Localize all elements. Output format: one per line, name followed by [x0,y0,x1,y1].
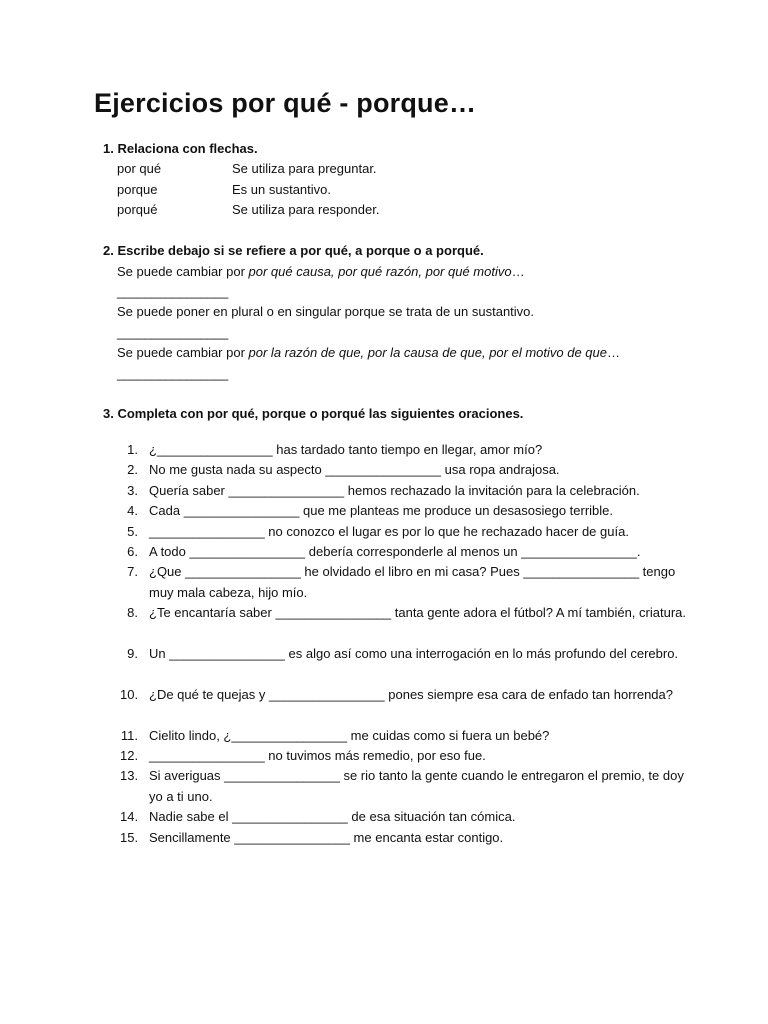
page-title: Ejercicios por qué - porque… [94,88,477,118]
list-item [0,807,768,827]
list-item [0,746,768,766]
clue-line-2: Se puede poner en plural o en singular porque se trata de un sustantivo. [117,304,535,319]
item-sentence: Nadie sabe el ________________ de esa situación tan cómica. [149,809,516,825]
item-number: 13. [120,768,139,784]
item-sentence: Sencillamente ________________ me encanta estar contigo. [149,829,504,845]
item-sentence: Si averiguas ________________ se rio tanto la gente cuando le entregaron el premio, te doy yo a ti uno. [149,768,684,804]
list-item [0,460,768,480]
item-sentence: ¿Te encantaría saber ________________ tanta gente adora el fútbol? A mí también, criatura. [149,605,686,621]
match-definition: Se utiliza para responder. [232,202,380,217]
answer-blank-3[interactable]: ________________ [117,366,228,381]
item-number: 12. [120,747,139,763]
list-item [0,481,768,501]
item-number: 9. [127,645,138,661]
match-definition: Se utiliza para preguntar. [232,161,377,176]
match-term: porqué [117,202,158,217]
item-sentence: ¿________________ has tardado tanto tiempo en llegar, amor mío? [149,442,543,457]
item-number: 10. [120,686,139,702]
list-item [0,440,768,460]
list-item [0,603,768,644]
match-term: por qué [117,161,162,176]
list-item [0,828,768,848]
sentence-list [0,440,768,848]
item-number: 3. [127,482,138,498]
clue-ellipsis: … [511,264,525,279]
clue-text: Se puede cambiar por [117,264,249,279]
match-definition: Es un sustantivo. [232,182,331,197]
clue-line-3 [117,345,620,360]
list-item [0,766,768,807]
item-sentence: Quería saber ________________ hemos rechazado la invitación para la celebración. [149,482,640,498]
item-number: 6. [127,543,138,559]
list-item [0,644,768,685]
answer-blank-2[interactable]: ________________ [117,325,228,340]
item-number: 14. [120,809,139,825]
item-sentence: Cielito lindo, ¿________________ me cuidas como si fuera un bebé? [149,727,550,743]
item-sentence: Cada ________________ que me planteas me produce un desasosiego terrible. [149,503,614,519]
item-sentence: ________________ no conozco el lugar es por lo que he rechazado hacer de guía. [149,523,629,539]
section-1-heading: 1. Relaciona con flechas. [103,141,258,156]
item-sentence: Un ________________ es algo así como una interrogación en lo más profundo del cerebro. [149,645,679,661]
answer-blank-1[interactable]: ________________ [117,284,228,299]
list-item [0,522,768,542]
list-item [0,542,768,562]
item-sentence: ¿De qué te quejas y ________________ pones siempre esa cara de enfado tan horrenda? [149,686,673,702]
item-number: 15. [120,829,139,845]
section-3-heading: 3. Completa con por qué, porque o porqué las siguientes oraciones. [103,406,524,421]
item-number: 7. [127,564,138,580]
item-number: 2. [127,462,138,478]
item-sentence: ________________ no tuvimos más remedio, por eso fue. [149,747,486,763]
item-number: 5. [127,523,138,539]
item-sentence: No me gusta nada su aspecto ________________ usa ropa andrajosa. [149,462,560,478]
list-item [0,726,768,746]
section-2-heading: 2. Escribe debajo si se refiere a por qué, a porque o a porqué. [103,243,484,258]
match-term: porque [117,182,158,197]
item-number: 1. [127,442,138,457]
clue-ellipsis: … [607,345,620,360]
clue-italic-text: por la razón de que, por la causa de que, por el motivo de que [248,345,607,360]
list-item [0,562,768,603]
clue-text: Se puede cambiar por [117,345,249,360]
clue-italic-text: por qué causa, por qué razón, por qué motivo [248,264,512,279]
list-item [0,685,768,726]
item-sentence: ¿Que ________________ he olvidado el libro en mi casa? Pues ________________ tengo muy mala cabeza, hijo mío. [149,564,676,600]
item-number: 8. [127,605,138,621]
item-number: 4. [127,503,138,519]
item-sentence: A todo ________________ debería corresponderle al menos un ________________. [149,543,641,559]
list-item [0,501,768,521]
item-number: 11. [120,727,138,743]
clue-line-1 [117,264,525,279]
